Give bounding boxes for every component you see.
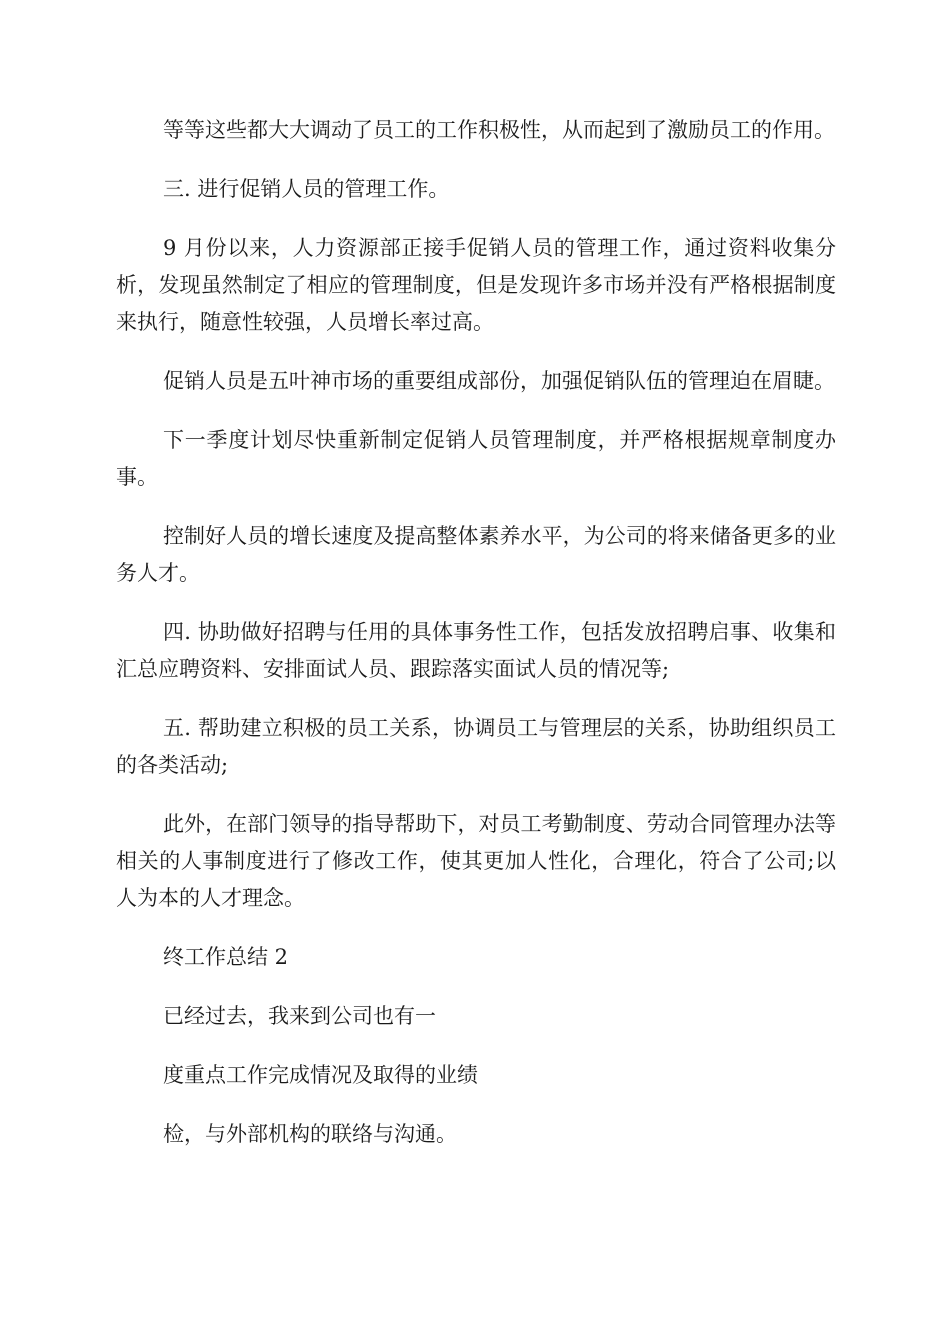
paragraph: 促销人员是五叶神市场的重要组成部份，加强促销队伍的管理迫在眉睫。 [163, 369, 835, 393]
paragraph: 五. 帮助建立积极的员工关系，协调员工与管理层的关系，协助组织员工的各类活动; [116, 716, 836, 777]
paragraph: 下一季度计划尽快重新制定促销人员管理制度，并严格根据规章制度办事。 [116, 428, 836, 489]
paragraph: 9 月份以来，人力资源部正接手促销人员的管理工作，通过资料收集分析，发现虽然制定了相应的管理制度，但是发现许多市场并没有严格根据制度来执行，随意性较强，人员增长率过高。 [116, 236, 836, 334]
paragraph: 控制好人员的增长速度及提高整体素养水平，为公司的将来储备更多的业务人才。 [116, 524, 836, 585]
paragraph: 四. 协助做好招聘与任用的具体事务性工作，包括发放招聘启事、收集和汇总应聘资料、安排面试人员、跟踪落实面试人员的情况等; [116, 620, 836, 681]
paragraph: 此外，在部门领导的指导帮助下，对员工考勤制度、劳动合同管理办法等相关的人事制度进行了修改工作，使其更加人性化，合理化，符合了公司;以人为本的人才理念。 [116, 812, 836, 910]
paragraph: 检，与外部机构的联络与沟通。 [163, 1122, 457, 1146]
paragraph: 等等这些都大大调动了员工的工作积极性，从而起到了激励员工的作用。 [163, 118, 835, 142]
document-body [116, 112, 836, 1175]
section-title: 终工作总结 2 [163, 945, 289, 969]
paragraph: 已经过去，我来到公司也有一 [163, 1004, 436, 1028]
section-heading: 三. 进行促销人员的管理工作。 [163, 177, 450, 201]
paragraph: 度重点工作完成情况及取得的业绩 [163, 1063, 478, 1087]
